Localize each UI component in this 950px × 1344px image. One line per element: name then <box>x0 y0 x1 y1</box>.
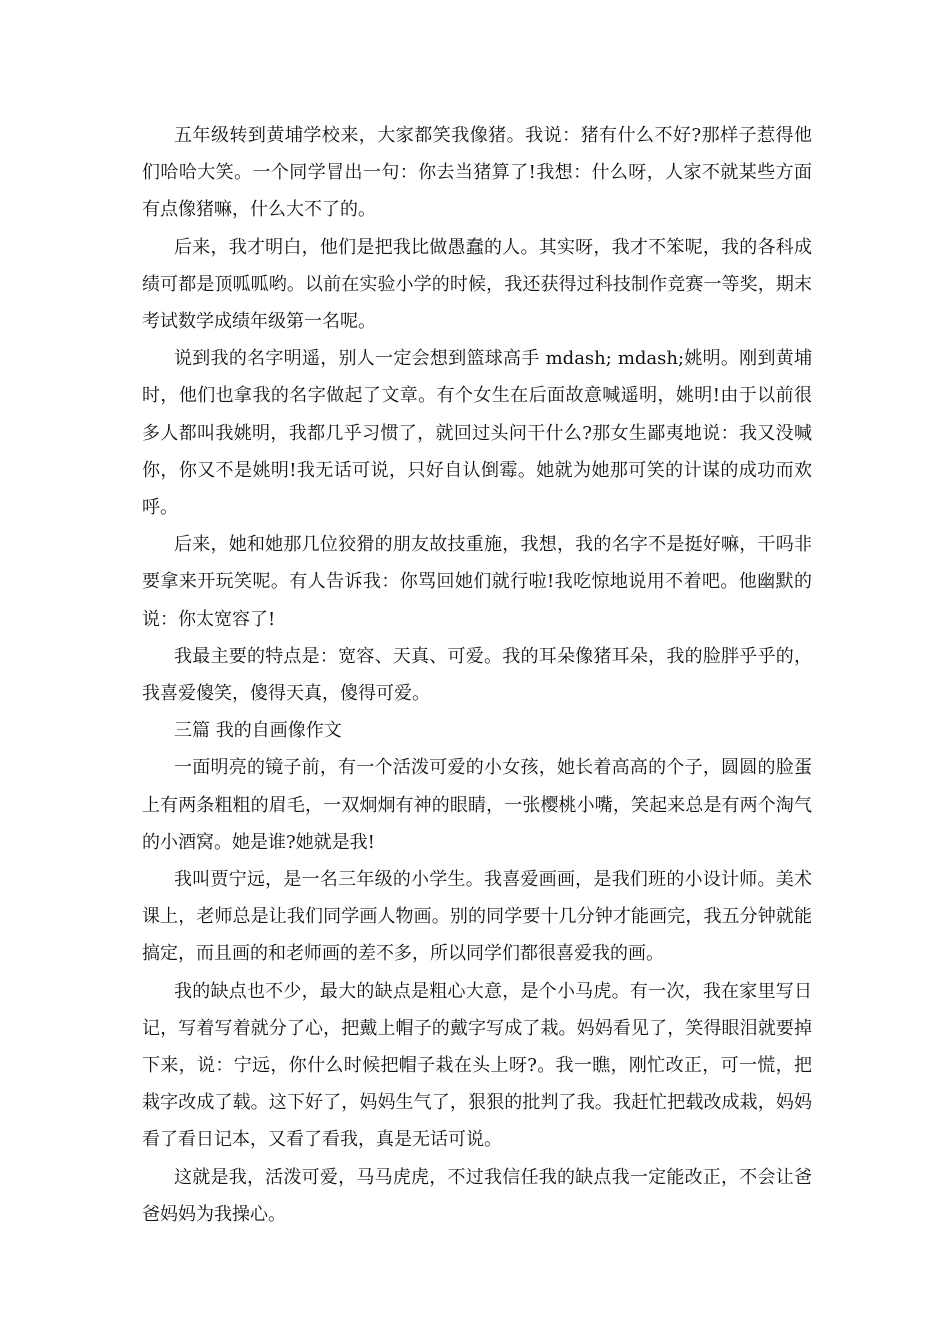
paragraph: 我的缺点也不少，最大的缺点是粗心大意，是个小马虎。有一次，我在家里写日记，写着写着就分了心，把戴上帽子的戴字写成了栽。妈妈看见了，笑得眼泪就要掉下来，说：宁远，你什么时候把帽子栽在头上呀?。我一瞧，刚忙改正，可一慌，把栽字改成了载。这下好了，妈妈生气了，狠狠的批判了我。我赶忙把载改成栽，妈妈看了看日记本，又看了看我，真是无话可说。 <box>142 980 812 1151</box>
paragraph: 五年级转到黄埔学校来，大家都笑我像猪。我说：猪有什么不好?那样子惹得他们哈哈大笑。一个同学冒出一句：你去当猪算了!我想：什么呀，人家不就某些方面有点像猪嘛，什么大不了的。 <box>142 125 812 221</box>
paragraph: 说到我的名字明遥，别人一定会想到篮球高手 mdash; mdash;姚明。刚到黄埔时，他们也拿我的名字做起了文章。有个女生在后面故意喊遥明，姚明!由于以前很多人都叫我姚明，我都几乎习惯了，就回过头问干什么?那女生鄙夷地说：我又没喊你，你又不是姚明!我无话可说，只好自认倒霉。她就为她那可笑的计谋的成功而欢呼。 <box>142 348 812 519</box>
paragraph: 这就是我，活泼可爱，马马虎虎，不过我信任我的缺点我一定能改正，不会让爸爸妈妈为我操心。 <box>142 1166 812 1225</box>
paragraph: 我最主要的特点是：宽容、天真、可爱。我的耳朵像猪耳朵，我的脸胖乎乎的，我喜爱傻笑，傻得天真，傻得可爱。 <box>142 645 812 705</box>
paragraph: 后来，她和她那几位狡猾的朋友故技重施，我想，我的名字不是挺好嘛，干吗非要拿来开玩笑呢。有人告诉我：你骂回她们就行啦!我吃惊地说用不着吧。他幽默的说：你太宽容了! <box>142 534 812 630</box>
paragraph: 我叫贾宁远，是一名三年级的小学生。我喜爱画画，是我们班的小设计师。美术课上，老师总是让我们同学画人物画。别的同学要十几分钟才能画完，我五分钟就能搞定，而且画的和老师画的差不多，所以同学们都很喜爱我的画。 <box>142 869 812 965</box>
paragraph: 一面明亮的镜子前，有一个活泼可爱的小女孩，她长着高高的个子，圆圆的脸蛋上有两条粗粗的眉毛，一双炯炯有神的眼睛，一张樱桃小嘴，笑起来总是有两个淘气的小酒窝。她是谁?她就是我! <box>142 757 812 853</box>
section-title: 三篇 我的自画像作文 <box>174 720 342 742</box>
paragraph: 后来，我才明白，他们是把我比做愚蠢的人。其实呀，我才不笨呢，我的各科成绩可都是顶呱呱哟。以前在实验小学的时候，我还获得过科技制作竞赛一等奖，期末考试数学成绩年级第一名呢。 <box>142 236 812 333</box>
document-body <box>142 117 812 1233</box>
